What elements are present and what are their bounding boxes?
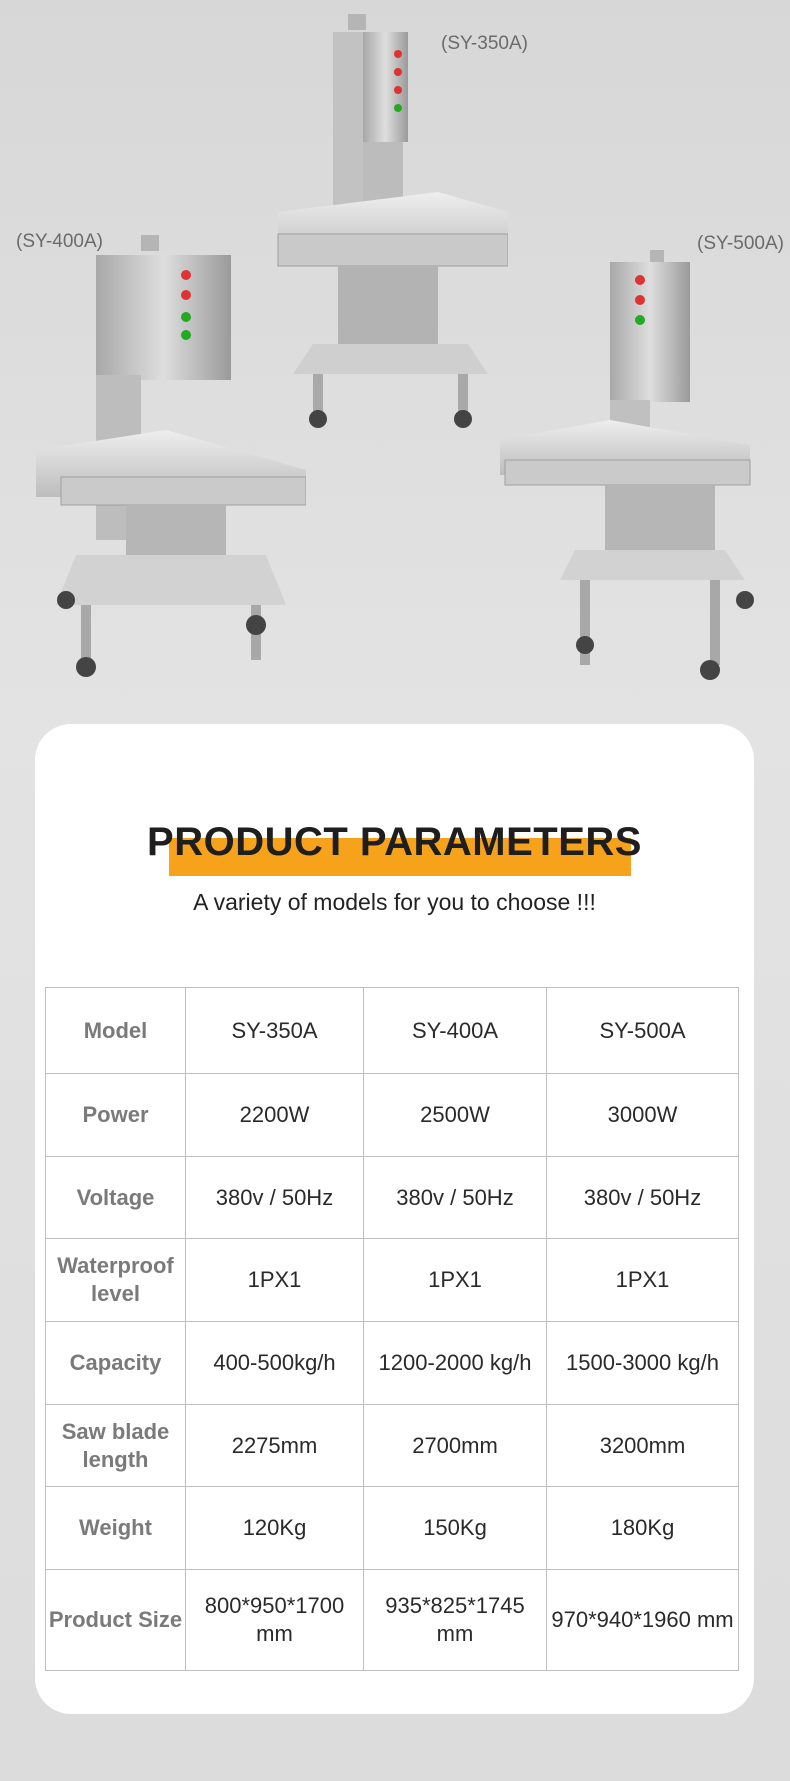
table-row <box>46 988 739 1074</box>
table-row <box>46 1322 739 1405</box>
parameters-table <box>45 987 739 1671</box>
row-label: Waterproof level <box>46 1239 186 1322</box>
table-cell: 3000W <box>547 1074 739 1157</box>
table-cell: 150Kg <box>364 1487 547 1570</box>
section-title: PRODUCT PARAMETERS <box>147 820 642 864</box>
product-hero <box>0 0 790 720</box>
table-cell: 2200W <box>186 1074 364 1157</box>
machine-sy-400a-image <box>36 235 306 685</box>
table-cell: SY-350A <box>186 988 364 1074</box>
table-cell: 380v / 50Hz <box>547 1157 739 1239</box>
row-label: Voltage <box>46 1157 186 1239</box>
table-cell: 2500W <box>364 1074 547 1157</box>
table-cell: 2700mm <box>364 1405 547 1487</box>
row-label: Saw blade length <box>46 1405 186 1487</box>
row-label: Model <box>46 988 186 1074</box>
table-cell: 380v / 50Hz <box>364 1157 547 1239</box>
table-cell: 970*940*1960 mm <box>547 1570 739 1671</box>
table-row <box>46 1570 739 1671</box>
model-tag-sy-400a: (SY-400A) <box>16 231 103 252</box>
row-label: Product Size <box>46 1570 186 1671</box>
row-label: Weight <box>46 1487 186 1570</box>
table-cell: 1PX1 <box>186 1239 364 1322</box>
model-tag-sy-500a: (SY-500A) <box>697 233 784 254</box>
table-cell: 1200-2000 kg/h <box>364 1322 547 1405</box>
table-cell: 1PX1 <box>364 1239 547 1322</box>
table-cell: 120Kg <box>186 1487 364 1570</box>
table-row <box>46 1157 739 1239</box>
row-label: Capacity <box>46 1322 186 1405</box>
table-cell: 180Kg <box>547 1487 739 1570</box>
table-cell: SY-400A <box>364 988 547 1074</box>
machine-sy-500a-image <box>500 250 760 690</box>
parameters-card <box>35 724 754 1714</box>
table-cell: 935*825*1745 mm <box>364 1570 547 1671</box>
table-row <box>46 1074 739 1157</box>
table-row <box>46 1405 739 1487</box>
table-cell: 1500-3000 kg/h <box>547 1322 739 1405</box>
section-subtitle: A variety of models for you to choose !!! <box>193 889 596 915</box>
table-row <box>46 1487 739 1570</box>
table-cell: SY-500A <box>547 988 739 1074</box>
table-cell: 380v / 50Hz <box>186 1157 364 1239</box>
model-tag-sy-350a: (SY-350A) <box>441 33 528 54</box>
table-cell: 400-500kg/h <box>186 1322 364 1405</box>
table-cell: 3200mm <box>547 1405 739 1487</box>
row-label: Power <box>46 1074 186 1157</box>
table-cell: 2275mm <box>186 1405 364 1487</box>
table-row <box>46 1239 739 1322</box>
table-cell: 800*950*1700 mm <box>186 1570 364 1671</box>
table-cell: 1PX1 <box>547 1239 739 1322</box>
